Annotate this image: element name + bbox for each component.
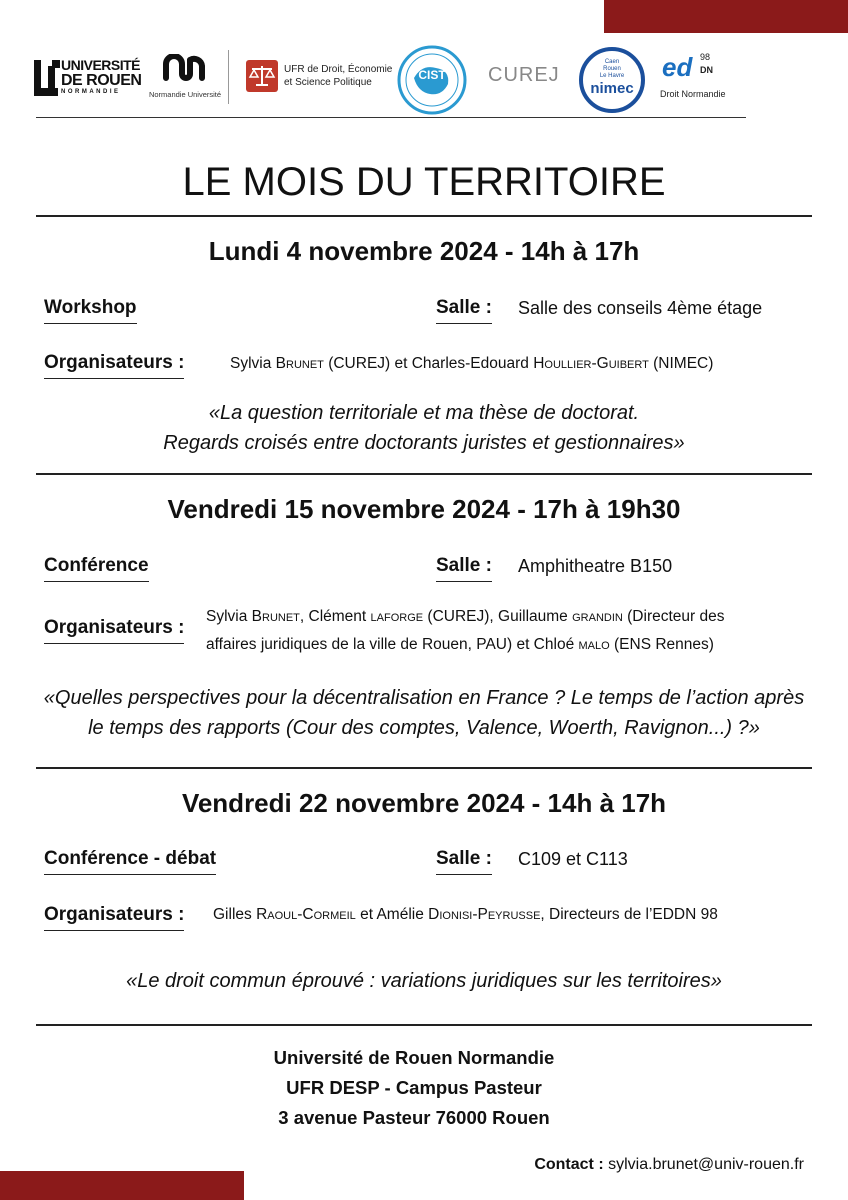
logo-strip bbox=[30, 44, 750, 116]
nimec-logo bbox=[578, 46, 646, 114]
top-accent-bar bbox=[604, 0, 848, 33]
org-surname: Houllier-Guibert bbox=[533, 355, 649, 372]
curej-logo: CUREJ bbox=[488, 64, 560, 86]
quote-line: «La question territoriale et ma thèse de doctorat. bbox=[208, 402, 640, 424]
org-text: Gilles bbox=[213, 906, 257, 923]
org-text: , Clément bbox=[299, 608, 371, 625]
ed-mark: ed bbox=[662, 52, 693, 82]
univ-rouen-logo bbox=[34, 58, 142, 102]
ufr-scales-icon bbox=[246, 60, 278, 92]
contact-email[interactable]: sylvia.brunet@univ-rouen.fr bbox=[608, 1156, 804, 1173]
normandie-univ-mark-icon bbox=[162, 54, 206, 84]
event-2-organizers bbox=[206, 603, 816, 659]
logo-separator bbox=[228, 50, 229, 104]
event-3-type: Conférence - débat bbox=[44, 848, 216, 875]
event-2-salle-label: Salle : bbox=[436, 555, 492, 582]
footer-line: UFR DESP - Campus Pasteur bbox=[286, 1077, 542, 1098]
univ-rouen-line2: DE ROUEN bbox=[61, 72, 142, 89]
event-1-type: Workshop bbox=[44, 297, 137, 324]
org-surname: malo bbox=[578, 636, 610, 653]
logo-divider bbox=[36, 117, 746, 118]
org-text: (Directeur des bbox=[622, 608, 725, 625]
ufr-line2: et Science Politique bbox=[284, 77, 372, 88]
nimec-city-3: Le Havre bbox=[599, 73, 625, 79]
nimec-name: nimec bbox=[590, 80, 634, 97]
ed-dn-logo bbox=[662, 52, 742, 108]
event-3-salle: C109 et C113 bbox=[518, 849, 628, 869]
section-divider bbox=[36, 473, 812, 475]
event-1-organizers bbox=[230, 350, 713, 378]
quote-line: «Le droit commun éprouvé : variations juridiques sur les territoires» bbox=[126, 970, 722, 992]
quote-line: Regards croisés entre doctorants juristes et gestionnaires» bbox=[163, 432, 685, 454]
event-1-quote bbox=[0, 398, 848, 458]
normandie-univ-text: Normandie Université bbox=[148, 90, 222, 99]
footer-line: Université de Rouen Normandie bbox=[273, 1047, 555, 1068]
org-text: (CUREJ) et Charles-Edouard bbox=[323, 355, 534, 372]
univ-rouen-line1: UNIVERSITÉ bbox=[61, 57, 141, 73]
event-1-salle: Salle des conseils 4ème étage bbox=[518, 298, 763, 318]
event-2-org-label: Organisateurs : bbox=[44, 617, 184, 644]
section-divider bbox=[36, 215, 812, 217]
nimec-city-2: Rouen bbox=[603, 66, 621, 72]
org-surname: Brunet bbox=[275, 355, 324, 372]
org-surname: laforge bbox=[370, 608, 424, 625]
org-surname: Dionisi-Peyrusse bbox=[428, 906, 541, 923]
cist-logo bbox=[396, 44, 468, 116]
normandie-univ-logo bbox=[142, 54, 228, 104]
section-divider bbox=[36, 767, 812, 769]
nimec-city-1: Caen bbox=[604, 59, 620, 65]
ufr-line1: UFR de Droit, Économie bbox=[284, 64, 393, 75]
event-2-salle: Amphitheatre B150 bbox=[518, 556, 673, 576]
org-text: affaires juridiques de la ville de Rouen, PAU) et Chloé bbox=[206, 636, 579, 653]
org-text: Sylvia bbox=[230, 355, 276, 372]
contact-label: Contact : bbox=[534, 1156, 604, 1173]
event-2-quote bbox=[0, 683, 848, 743]
event-2-type: Conférence bbox=[44, 555, 149, 582]
univ-rouen-mark-icon bbox=[34, 60, 60, 100]
contact bbox=[534, 1156, 804, 1174]
event-3-salle-label: Salle : bbox=[436, 848, 492, 875]
event-3-organizers bbox=[213, 901, 718, 929]
section-divider bbox=[36, 1024, 812, 1026]
org-text: (ENS Rennes) bbox=[609, 636, 714, 653]
org-text: Sylvia bbox=[206, 608, 252, 625]
bottom-accent-bar bbox=[0, 1171, 244, 1200]
org-surname: Brunet bbox=[251, 608, 300, 625]
event-1-org-label: Organisateurs : bbox=[44, 352, 184, 379]
org-text: , Directeurs de l’EDDN 98 bbox=[540, 906, 718, 923]
ed-caption: Droit Normandie bbox=[660, 89, 726, 99]
event-3-date: Vendredi 22 novembre 2024 - 14h à 17h bbox=[181, 788, 667, 818]
quote-line: «Quelles perspectives pour la décentralisation en France ? Le temps de l’action après bbox=[43, 687, 805, 709]
footer-line: 3 avenue Pasteur 76000 Rouen bbox=[278, 1107, 550, 1128]
org-surname: grandin bbox=[572, 608, 623, 625]
ufr-logo bbox=[246, 60, 396, 100]
org-text: (CUREJ), Guillaume bbox=[423, 608, 573, 625]
event-3-org-label: Organisateurs : bbox=[44, 904, 184, 931]
event-2-date: Vendredi 15 novembre 2024 - 17h à 19h30 bbox=[167, 494, 681, 524]
cist-text: CIST bbox=[418, 68, 446, 82]
org-text: (NIMEC) bbox=[648, 355, 714, 372]
ed-dn: DN bbox=[700, 65, 713, 75]
event-1-salle-label: Salle : bbox=[436, 297, 492, 324]
univ-rouen-line3: NORMANDIE bbox=[61, 89, 121, 95]
org-surname: Raoul-Cormeil bbox=[256, 906, 356, 923]
footer-address bbox=[0, 1043, 828, 1133]
org-text: et Amélie bbox=[355, 906, 429, 923]
event-1-date: Lundi 4 novembre 2024 - 14h à 17h bbox=[208, 236, 640, 266]
ed-number: 98 bbox=[700, 52, 711, 62]
page-title: LE MOIS DU TERRITOIRE bbox=[182, 160, 666, 204]
event-3-quote bbox=[0, 966, 848, 996]
quote-line: le temps des rapports (Cour des comptes, Valence, Woerth, Ravignon...) ?» bbox=[88, 717, 760, 739]
